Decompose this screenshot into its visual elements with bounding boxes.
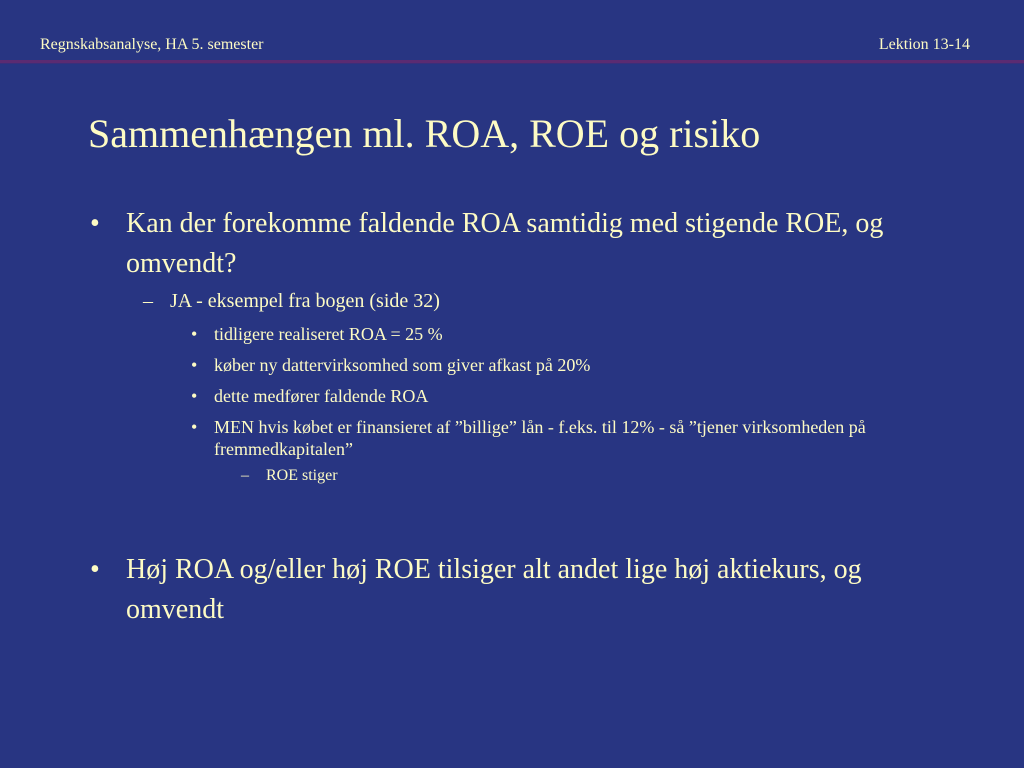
bullet-level3	[88, 416, 948, 460]
bullet-dash-icon: –	[241, 467, 249, 484]
bullet-dot-icon: •	[191, 324, 198, 344]
bullet-text: MEN hvis købet er finansieret af ”billige” lån - f.eks. til 12% - så ”tjener virksomheden på fremmedkapitalen”	[214, 417, 866, 459]
bullet-text: Kan der forekomme faldende ROA samtidig med stigende ROE, og omvendt?	[126, 208, 884, 279]
course-title: Regnskabsanalyse, HA 5. semester	[40, 36, 264, 53]
spacer	[88, 486, 948, 550]
bullet-dot-icon: •	[191, 386, 198, 406]
bullet-dot-icon: •	[90, 554, 100, 585]
bullet-dot-icon: •	[191, 355, 198, 375]
bullet-level4	[88, 466, 948, 486]
bullet-text: ROE stiger	[266, 467, 338, 484]
bullet-dot-icon: •	[191, 417, 198, 437]
bullet-level1	[88, 204, 948, 284]
bullet-dot-icon: •	[90, 208, 100, 239]
bullet-text: køber ny dattervirksomhed som giver afkast på 20%	[214, 355, 591, 375]
bullet-text: Høj ROA og/eller høj ROE tilsiger alt andet lige høj aktiekurs, og omvendt	[126, 554, 862, 625]
bullet-dash-icon: –	[143, 290, 153, 312]
bullet-level3	[88, 385, 948, 407]
lecture-label: Lektion 13-14	[878, 36, 970, 53]
slide-header	[0, 0, 1024, 60]
slide-title: Sammenhængen ml. ROA, ROE og risiko	[88, 111, 761, 156]
bullet-level3	[88, 354, 948, 376]
header-divider-shadow	[0, 63, 1024, 64]
bullet-level1	[88, 550, 948, 630]
bullet-text: JA - eksempel fra bogen (side 32)	[170, 290, 440, 312]
slide-content	[88, 204, 948, 630]
bullet-level2	[88, 288, 948, 314]
bullet-level3	[88, 323, 948, 345]
bullet-text: dette medfører faldende ROA	[214, 386, 429, 406]
bullet-text: tidligere realiseret ROA = 25 %	[214, 324, 443, 344]
